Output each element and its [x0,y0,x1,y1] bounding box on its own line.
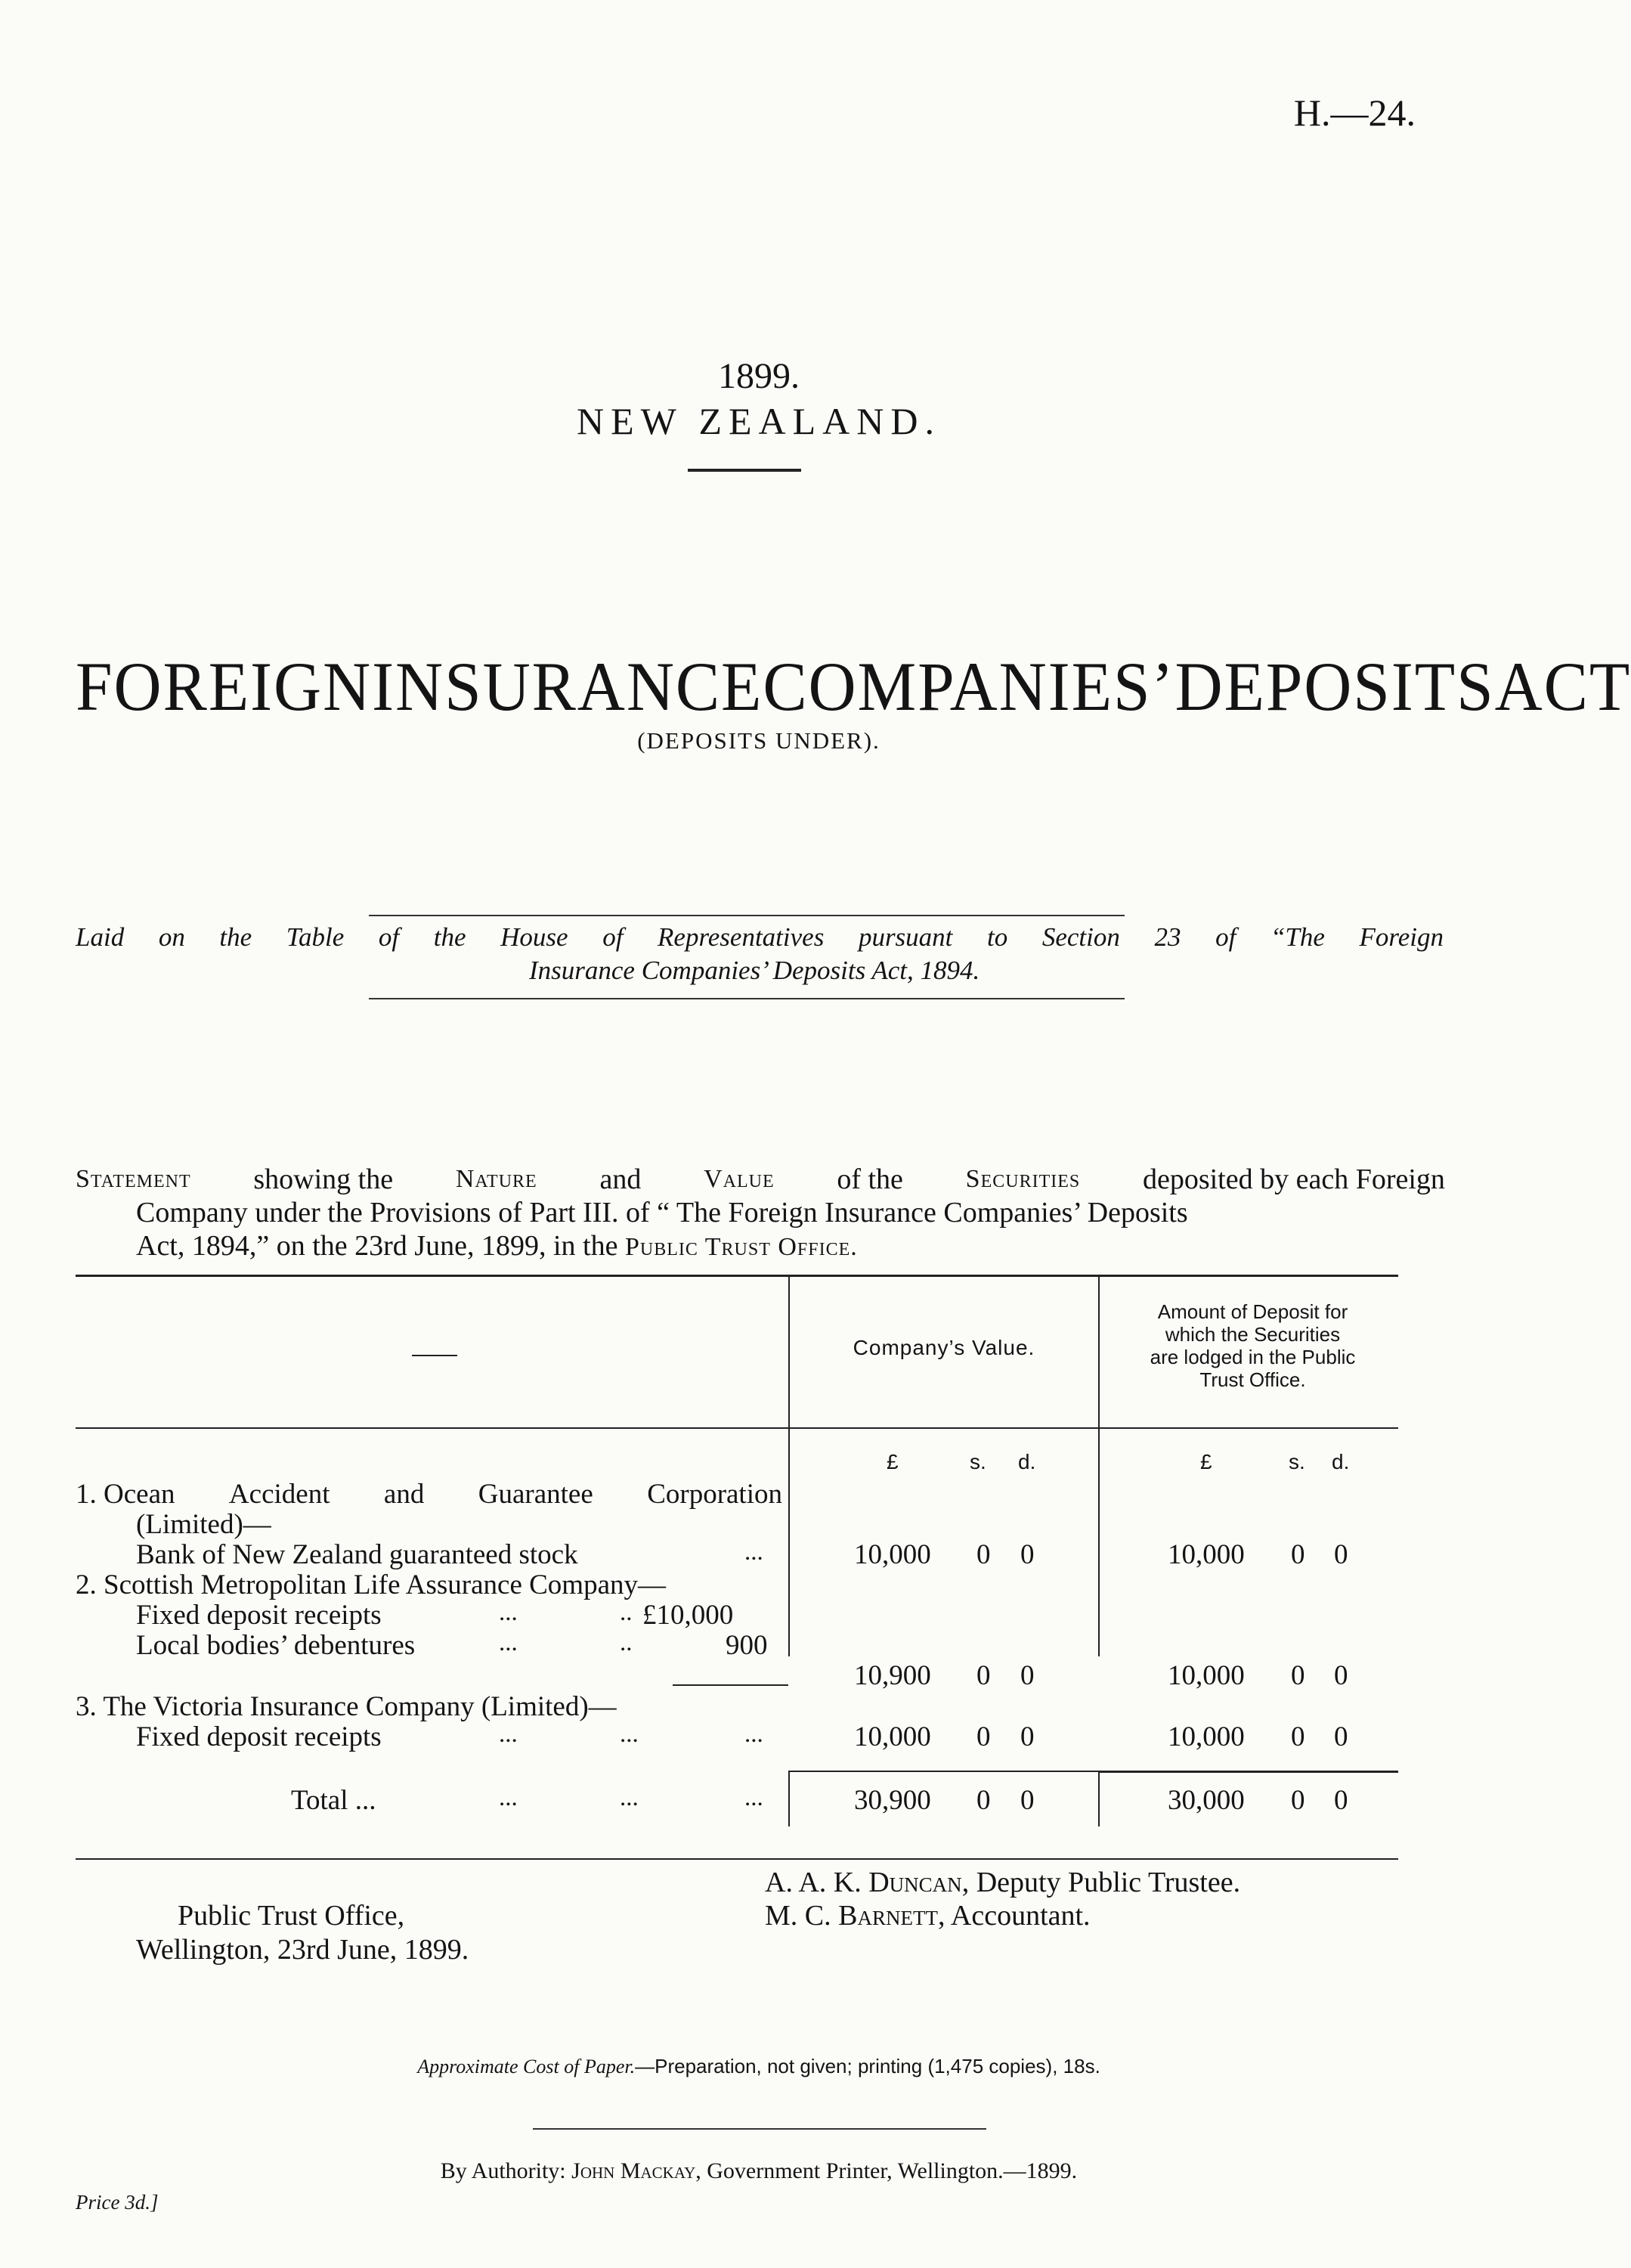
laid-word: the [433,922,466,952]
statement-line-3 [76,1229,1445,1264]
laid-note [76,922,1444,986]
signature-initials: A. A. K. [765,1867,862,1898]
table-row-title: 3. The Victoria Insurance Company (Limited)— [76,1691,617,1722]
column-divider [1098,1771,1100,1826]
table-row-cont: (Limited)— [136,1509,271,1540]
leader-dots: ... [620,1721,639,1748]
statement-text: deposited by each Foreign [1142,1163,1445,1195]
laid-word: of [378,922,400,952]
company-pounds: 10,000 [854,1539,931,1570]
subtitle: (DEPOSITS UNDER). [637,727,880,754]
total-deposit-pounds: 30,000 [1168,1785,1245,1816]
table-row-title [76,1478,782,1510]
leader-dots: .. [620,1629,633,1656]
company-shillings: 0 [976,1660,991,1691]
laid-line-2: Insurance Companies’ Deposits Act, 1894. [529,956,980,985]
main-title [76,646,1631,727]
company-pounds: 10,900 [854,1660,931,1691]
price-note: Price 3d.] [76,2191,159,2214]
signature-name: Duncan [868,1867,962,1898]
deposit-shillings: 0 [1291,1721,1305,1752]
year-heading: 1899. [718,356,800,396]
statement-value: Value [704,1165,775,1193]
laid-word: Table [286,922,345,952]
statement-line-1 [76,1163,1445,1196]
laid-word: of [1215,922,1236,952]
header-deposit-line: which the Securities [1165,1323,1341,1346]
table-row-title: 2. Scottish Metropolitan Life Assurance Company— [76,1569,666,1600]
company-pounds: 10,000 [854,1721,931,1752]
laid-word: House [500,922,568,952]
header-deposit-line: Trust Office. [1199,1368,1306,1391]
signature-role: , Accountant. [937,1900,1091,1932]
footer-rule [533,2128,986,2130]
statement-text: and [599,1163,642,1195]
statement-line-2: Company under the Provisions of Part III. of “ The Foreign Insurance Companies’ Deposits [136,1197,1188,1228]
deposit-pounds: 10,000 [1168,1660,1245,1691]
leader-dots: ... [744,1784,763,1811]
table-row-sub: Fixed deposit receipts [136,1721,382,1752]
title-word: COMPANIES’ [763,648,1175,725]
statement-office: Public Trust Office. [624,1233,858,1261]
printer-name: John Mackay [571,2158,696,2183]
deposit-pounds: 10,000 [1168,1721,1245,1752]
header-deposit-line: are lodged in the Public [1150,1346,1356,1368]
company-pence: 0 [1020,1660,1035,1691]
cost-text: —Preparation, not given; printing (1,475 copies), 18s. [635,2055,1100,2077]
total-deposit-pence: 0 [1334,1785,1348,1816]
leader-dots: ... [744,1538,763,1566]
laid-word: Representatives [658,922,825,952]
authority-pre: By Authority: [440,2158,566,2183]
deposit-shillings: 0 [1291,1660,1305,1691]
laid-word: the [219,922,252,952]
total-company-pounds: 30,900 [854,1785,931,1816]
signature-name: Barnett [838,1900,938,1932]
cost-note [0,2055,1518,2078]
laid-word: Foreign [1359,922,1444,952]
currency-pence: d. [1332,1450,1350,1473]
document-reference: H.—24. [1293,91,1416,134]
deposit-pence: 0 [1334,1539,1348,1570]
currency-shillings: s. [970,1450,986,1473]
row-word: Corporation [647,1479,782,1510]
statement-text: Act, 1894,” on the 23rd June, 1899, in the [136,1230,618,1262]
leader-dots: ... [499,1721,518,1748]
signature-duncan [765,1866,1240,1899]
company-pence: 0 [1020,1721,1035,1752]
column-divider [788,1771,790,1826]
statement-lead: Statement [76,1165,191,1193]
title-word: FOREIGN [76,648,373,725]
authority-post: , Government Printer, Wellington.—1899. [695,2158,1078,2183]
row-word: 1. Ocean [76,1479,175,1510]
total-company-pence: 0 [1020,1785,1035,1816]
leader-dots: ... [499,1599,518,1626]
authority-line [0,2158,1518,2184]
country-heading: NEW ZEALAND. [577,400,941,442]
title-word: INSURANCE [372,648,763,725]
table-row-sub: Bank of New Zealand guaranteed stock [136,1539,578,1570]
header-dash [412,1355,457,1356]
deposit-shillings: 0 [1291,1539,1305,1570]
leader-dots: .. [620,1599,633,1626]
total-rule [1100,1771,1398,1773]
row-word: Guarantee [478,1479,593,1510]
laid-line-1 [76,922,1444,953]
laid-word: of [602,922,624,952]
signature-role: , Deputy Public Trustee. [961,1867,1241,1898]
laid-word: pursuant [858,922,953,952]
header-deposit-line: Amount of Deposit for [1157,1300,1348,1323]
table-header-rule [76,1427,1398,1429]
deposit-pence: 0 [1334,1660,1348,1691]
header-deposit-amount [1100,1300,1406,1391]
laid-word: 23 [1154,922,1181,952]
laid-word: “The [1270,922,1325,952]
deposit-pence: 0 [1334,1721,1348,1752]
statement-paragraph [76,1163,1445,1264]
laid-rule-bottom [369,998,1125,999]
currency-pound: £ [887,1450,899,1473]
table-top-rule [76,1275,1398,1277]
leader-dots: ... [620,1784,639,1811]
table-bottom-rule [76,1858,1398,1860]
total-company-shillings: 0 [976,1785,991,1816]
currency-pence: d. [1018,1450,1036,1473]
sub-amount: 900 [726,1630,768,1661]
header-company-value: Company’s Value. [853,1336,1035,1359]
statement-nature: Nature [455,1165,537,1193]
company-shillings: 0 [976,1721,991,1752]
currency-pound: £ [1200,1450,1212,1473]
statement-text: of the [837,1163,903,1195]
signature-barnett [765,1899,1091,1932]
table-row-sub: Fixed deposit receipts [136,1600,382,1631]
row-word: Accident [228,1479,330,1510]
total-deposit-shillings: 0 [1291,1785,1305,1816]
heading-rule [688,469,801,472]
leader-dots: ... [744,1721,763,1748]
title-word: ACT [1494,648,1631,725]
laid-word: Section [1041,922,1120,952]
total-label: Total ... [291,1785,376,1816]
office-date: Wellington, 23rd June, 1899. [136,1934,469,1966]
laid-word: on [158,922,185,952]
signature-initials: M. C. [765,1900,831,1932]
currency-shillings: s. [1289,1450,1305,1473]
statement-securities: Securities [965,1165,1081,1193]
company-shillings: 0 [976,1539,991,1570]
laid-word: to [987,922,1008,952]
subtotal-rule [673,1684,788,1686]
sub-amount: £10,000 [642,1600,734,1631]
office-address: Public Trust Office, [178,1900,405,1932]
statement-text: showing the [253,1163,394,1195]
leader-dots: ... [499,1629,518,1656]
title-word: DEPOSITS [1175,648,1495,725]
total-rule [790,1771,1100,1772]
deposit-pounds: 10,000 [1168,1539,1245,1570]
row-word: and [383,1479,425,1510]
laid-rule-top [369,915,1125,916]
leader-dots: ... [499,1784,518,1811]
company-pence: 0 [1020,1539,1035,1570]
cost-label: Approximate Cost of Paper. [417,2056,636,2077]
table-row-sub: Local bodies’ debentures [136,1630,416,1661]
laid-word: Laid [76,922,125,952]
column-divider [788,1275,790,1656]
